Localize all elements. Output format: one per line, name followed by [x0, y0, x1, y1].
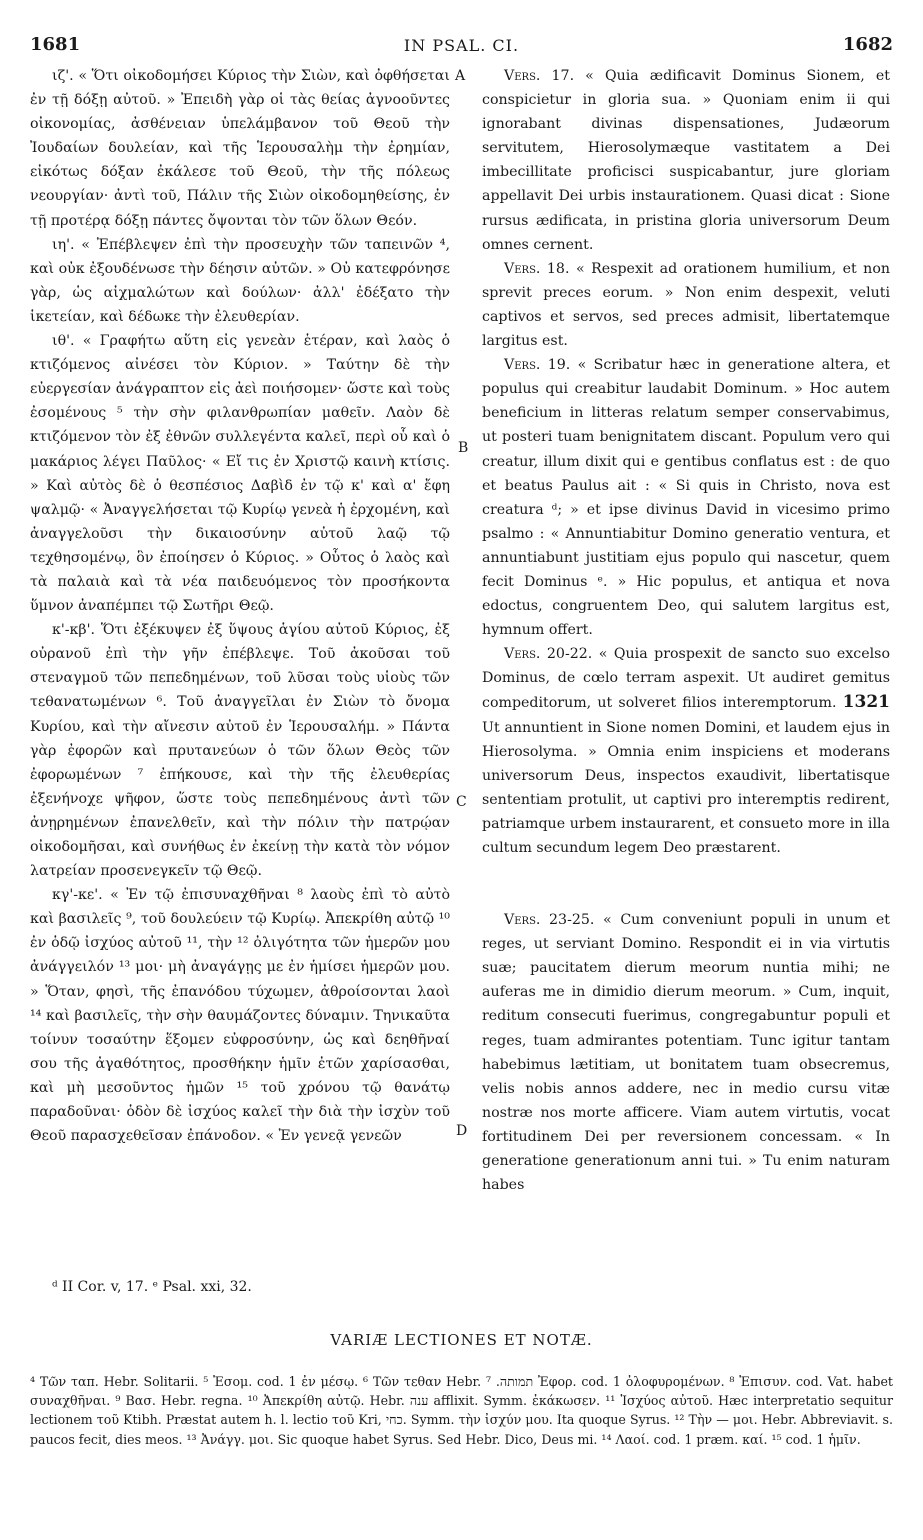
- greek-column: [30, 64, 450, 1148]
- latin-paragraph-17: [482, 64, 890, 257]
- verse-label: Vers. 23-25.: [504, 912, 595, 929]
- greek-paragraph-19: ιθ'. « Γραφήτω αὕτη εἰς γενεὰν ἑτέραν, καὶ λαὸς ὁ κτιζόμενος αἰνέσει τὸν Κύριον. » Ταύτην δὲ τὴν εὐεργεσίαν ἀνάγραπτον εἰς ἀεὶ ποιήσομεν· ὥστε καὶ τοὺς ἐσομένους ⁵ τὴν σὴν φιλανθρωπίαν μαθεῖν. Λαὸν δὲ κτιζόμενον τὸν ἐξ ἐθνῶν συλλεγέντα καλεῖ, περὶ οὗ καὶ ὁ μακάριος λέγει Παῦλος· « Εἴ τις ἐν Χριστῷ καινὴ κτίσις. » Καὶ αὐτὸς δὲ ὁ θεσπέσιος Δαβὶδ ἐν τῷ κ' καὶ α' ἔφη ψαλμῷ· « Ἀναγγελήσεται τῷ Κυρίῳ γενεὰ ἡ ἐρχομένη, καὶ ἀναγγελοῦσι τὴν δικαιοσύνην αὐτοῦ λαῷ τῷ τεχθησομένῳ, ὃν ἐποίησεν ὁ Κύριος. » Οὗτος ὁ λαὸς καὶ τὰ παλαιὰ καὶ τὰ νέα παιδευόμενος τὸν προσήκοντα ὕμνον ἀναπέμπει τῷ Σωτῆρι Θεῷ.: [30, 333, 450, 615]
- verse-label: Vers. 17.: [504, 68, 575, 84]
- running-header: [30, 34, 893, 60]
- latin-paragraph-23-25: [482, 908, 890, 1197]
- footnotes: ᵈ II Cor. v, 17. ᵉ Psal. xxi, 32.: [52, 1279, 252, 1295]
- running-title: IN PSAL. CI.: [403, 36, 520, 55]
- greek-paragraph-23-25: κγ'-κε'. « Ἐν τῷ ἐπισυναχθῆναι ⁸ λαοὺς ἐπὶ τὸ αὐτὸ καὶ βασιλεῖς ⁹, τοῦ δουλεύειν τῷ Κυρίῳ. Ἀπεκρίθη αὐτῷ ¹⁰ ἐν ὁδῷ ἰσχύος αὐτοῦ ¹¹, τὴν ¹² ὀλιγότητα τῶν ἡμερῶν μου ἀνάγγειλόν ¹³ μοι· μὴ ἀναγάγῃς με ἐν ἡμίσει ἡμερῶν μου. » Ὅταν, φησὶ, τῆς ἐπανόδου τύχωμεν, ἀθροίσονται λαοὶ ¹⁴ καὶ βασιλεῖς, τὴν σὴν θαυμάζοντες δύναμιν. Τηνικαῦτα τοίνυν τοσαύτην ἕξομεν εὐφροσύνην, ὡς καὶ δεηθῆναί σου τῆς ἀγαθότητος, προσθήκην ἡμῖν ἐτῶν χαρίσασθαι, καὶ μὴ μεσοῦντος ἡμῶν ¹⁵ τοῦ χρόνου τῷ θανάτῳ παραδοῦναι· ὁδὸν δὲ ἰσχύος καλεῖ τὴν διὰ τὴν ἰσχὺν τοῦ Θεοῦ παρασχεθεῖσαν ἐπάνοδον. « Ἐν γενεᾷ γενεῶν: [30, 887, 450, 1145]
- verse-label: Vers. 20-22.: [504, 646, 593, 663]
- margin-letter-b: B: [458, 440, 469, 456]
- latin-text: « Quia ædificavit Dominus Sionem, et conspicietur in gloria sua. » Quoniam enim ii qui ignorabant divinas dispensationes, Judæorum servitutem, Hierosolymæque vastitatem a Dei imbecillitate proficisci suspicabantur, jure gloriam appellavit Dei urbis instaurationem. Quasi dicat : Sione rursus ædificata, in pristina gloria universorum Deum omnes cernent.: [482, 68, 890, 253]
- margin-letter-a: A: [455, 68, 466, 84]
- margin-letter-c: C: [456, 794, 467, 810]
- greek-paragraph-18: ιη'. « Ἐπέβλεψεν ἐπὶ τὴν προσευχὴν τῶν ταπεινῶν ⁴, καὶ οὐκ ἐξουδένωσε τὴν δέησιν αὐτῶν. » Οὐ κατεφρόνησε γὰρ, ὡς αἰχμαλώτων καὶ δούλων· ἀλλ' ἐδέξατο τὴν ἱκετείαν, καὶ δέδωκε τὴν ἐλευθερίαν.: [30, 236, 450, 325]
- latin-paragraph-19: [482, 353, 890, 642]
- latin-text: « Cum conveniunt populi in unum et reges, ut serviant Domino. Respondit ei in via virtutis suæ; paucitatem dierum meorum nuntia mihi; ne auferas me in dimidio dierum meorum. » Cum, inquit, reditum consecuti fuerimus, congregabuntur populi et reges, tuam admirantes potentiam. Tunc igitur tantam habebimus lætitiam, ut bonitatem tuam obsecremus, velis nobis annos addere, nec in medio cursu vitæ nostræ nos morte afficere. Viam autem virtutis, vocat fortitudinem Dei per reversionem concessam. « In generatione generationum anni tui. » Tu enim naturam habes: [482, 912, 891, 1194]
- verse-label: Vers. 19.: [504, 357, 571, 374]
- latin-text: « Scribatur hæc in generatione altera, et populus qui creabitur laudabit Dominum. » Hoc autem beneficium in litteras relatum semper conservabimus, ut posteri tuam benignitatem discant. Populum vero qui creatur, illum dixit qui e gentibus conflatus est : de quo et beatus Paulus ait : « Si quis in Christo, nova est creatura ᵈ; » et ipse divinus David in vicesimo primo psalmo : « Annuntiabitur Domino generatio ventura, et annuntiabunt justitiam ejus populo qui nascetur, quem fecit Dominus ᵉ. » Hic populus, et antiqua et nova edoctus, congruentem Deo, qui salutem largitus est, hymnum offert.: [482, 357, 890, 639]
- latin-column: [482, 64, 890, 1197]
- page-number-left: 1681: [30, 34, 81, 55]
- variae-text: ⁴ Τῶν ταπ. Hebr. Solitarii. ⁵ Ἐσομ. cod. 1 ἐν μέσῳ. ⁶ Τῶν τεθαν Hebr. תמותה. ⁷ Ἐφορ. cod. 1 ὀλοφυρομένων. ⁸ Ἐπισυν. cod. Vat. habet συναχθῆναι. ⁹ Βασ. Hebr. regna. ¹⁰ Ἀπεκρίθη αὐτῷ. Hebr. ענה afflixit. Symm. ἐκάκωσεν. ¹¹ Ἰσχύος αὐτοῦ. Hæc interpretatio sequitur lectionem τοῦ Ktibh. Præstat autem h. l. lectio τοῦ Kri, כחי. Symm. τὴν ἰσχύν μου. Ita quoque Syrus. ¹² Τὴν — μοι. Hebr. Abbreviavit. s. paucos fecit, dies meos. ¹³ Ἀνάγγ. μοι. Sic quoque habet Syrus. Sed Hebr. Dico, Deus mi. ¹⁴ Λαοί. cod. 1 præm. καί. ¹⁵ cod. 1 ἡμῖν.: [30, 1374, 893, 1447]
- latin-text-continued: Ut annuntient in Sione nomen Domini, et laudem ejus in Hierosolyma. » Omnia enim inspiciens et moderans universorum Deus, inspectos exaudivit, libertatisque sententiam protulit, ut captivi pro interemptis redirent, patriamque urbem instaurarent, et consueto more in illa cultum secundum legem Deo præstarent.: [482, 719, 890, 856]
- page-number-right: 1682: [842, 34, 893, 55]
- greek-paragraph-17: ιζ'. « Ὅτι οἰκοδομήσει Κύριος τὴν Σιὼν, καὶ ὀφθήσεται ἐν τῇ δόξῃ αὐτοῦ. » Ἐπειδὴ γὰρ οἱ τὰς θείας ἀγνοοῦντες οἰκονομίας, ἀσθένειαν ὑπελάμβανον τοῦ Θεοῦ τὴν Ἰουδαίων δουλείαν, καὶ τῆς Ἱερουσαλὴμ τὴν ἐρημίαν, εἰκότως δόξαν ἐκάλεσε τοῦ Θεοῦ, τὴν τῆς πόλεως νεουργίαν· ἀντὶ τοῦ, Πάλιν τῆς Σιὼν οἰκοδομηθείσης, ἐν τῇ προτέρᾳ δόξῃ πάντες ὄψονται τὸν τῶν ὅλων Θεόν.: [30, 68, 450, 229]
- column-number: 1321: [842, 692, 890, 713]
- latin-paragraph-18: [482, 257, 890, 353]
- variae-lectiones: [30, 1372, 893, 1449]
- latin-paragraph-20-22: [482, 642, 890, 860]
- latin-text: « Quia prospexit de sancto suo excelso Dominus, de cœlo terram aspexit. Ut audiret gemitus compeditorum, ut solveret filios interemptorum.: [482, 646, 890, 712]
- verse-label: Vers. 18.: [504, 260, 570, 277]
- latin-text: « Respexit ad orationem humilium, et non sprevit preces eorum. » Non enim despexit, veluti captivos et servos, sed preces admisit, libertatemque largitus est.: [482, 260, 890, 350]
- variae-title: VARIÆ LECTIONES ET NOTÆ.: [330, 1331, 593, 1349]
- margin-letter-d: D: [456, 1123, 468, 1139]
- greek-paragraph-20-22: κ'-κβ'. Ὅτι ἐξέκυψεν ἐξ ὕψους ἁγίου αὐτοῦ Κύριος, ἐξ οὐρανοῦ ἐπὶ τὴν γῆν ἐπέβλεψε. Τοῦ ἀκοῦσαι τοῦ στεναγμοῦ τῶν πεπεδημένων, τοῦ λῦσαι τοὺς υἱοὺς τῶν τεθανατωμένων ⁶. Τοῦ ἀναγγεῖλαι ἐν Σιὼν τὸ ὄνομα Κυρίου, καὶ τὴν αἴνεσιν αὐτοῦ ἐν Ἱερουσαλήμ. » Πάντα γὰρ ἐφορῶν καὶ πρυτανεύων ὁ τῶν ὅλων Θεὸς τῶν ἐφορωμένων ⁷ ἐπήκουσε, καὶ τὴν τῆς ἐλευθερίας ἐξενήνοχε ψῆφον, ὥστε τοὺς πεπεδημένους ἀντὶ τῶν ἀνῃρημένων ἐπανελθεῖν, καὶ τὴν πόλιν τὴν πατρῴαν οἰκοδομῆσαι, καὶ συνήθως ἐν ἐκείνῃ τὴν κατὰ τὸν νόμον λατρείαν προσενεγκεῖν τῷ Θεῷ.: [30, 622, 450, 880]
